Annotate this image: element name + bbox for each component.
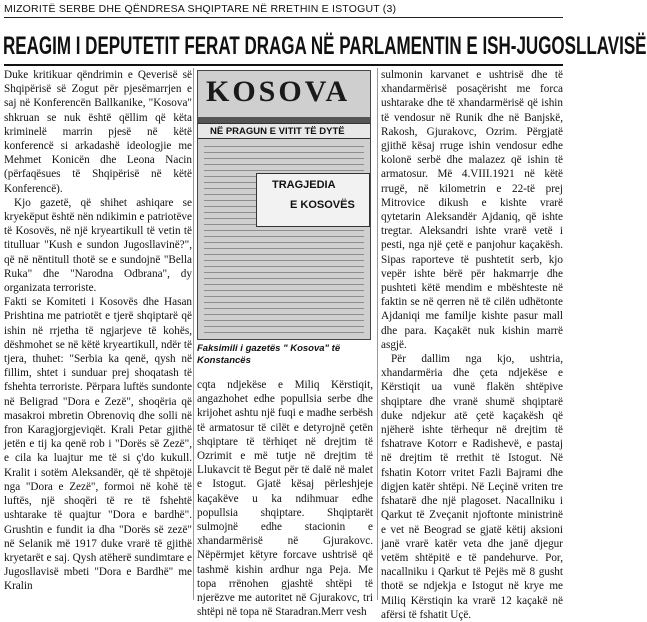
column-divider xyxy=(193,68,194,600)
paragraph: Fakti se Komiteti i Kosovës dhe Hasan Prishtina me patriotët e tjerë shqiptarë që ishin në rrjetha të ngjarjeve të kohës, dëshmohet se në këtë kryeartikull, ndër të tjera, thuhet: "Serbia ka qenë, qysh në fillim, shtet i sunduar prej shoqatash të fshehta terroriste. Përpara luftës sundonte në Beligrad "Dora e Zezë", shoqëria që masakroi mbretin Obrenoviq dhe solli në fron Karagjorgjeviqët. Krali Petar gjithë jetën e tij ka qenë rob i "Dorës së Zezë", e cila ka luajtur me të si ç'do kukull. Kralit i sotëm Aleksandër, që të shpëtojë nga "Dora e Zezë", formoi në kohë të luftës, një shoqëri të re të fshehtë ushtarake të quajtur "Dora e bardhë". Grushtin e fundit ia dha "Dorës së zezë" në Selanik më 1917 duke vrarë të gjithë kryetarët e saj. Qysh atëherë sundimtare e Jugosllavisë mbeti "Dora e Bardhë" me Kralin xyxy=(4,296,192,593)
kicker-divider xyxy=(4,17,563,18)
facsimile-text-lines xyxy=(204,143,364,333)
paragraph: Kjo gazetë, që shihet ashiqare se kryekëput është nën ndikimin e patriotëve të Kosovës, në një kryeartikull të vetin të titulluar "Kush e sundon Jugosllavinë?", që në nëntitull thotë se e sundojnë "Bella Ruka" dhe "Narodna Odbrana", dy organizata terroriste. xyxy=(4,196,192,295)
paragraph: Për dallim nga kjo, ushtria, xhandarmëria dhe çeta ndjekëse e Kërstiqit ua vunë flakën shtëpive shqiptare dhe vranë shumë shqiptarë duke ndjekur atë çetë kaçakësh që njëherë ishte tërhequr në drejtim të fshatrave Kotorr e Radishevë, e pastaj në drejtim të rrethit të Istogut. Në fshatin Kotorr vritet Fazli Bajrami dhe digjen katër shtëpi. Në Leçinë vriten tre fshatarë dhe një plagoset. Nacallniku i Qarkut të Zveçanit njoftonte ministrinë e vet në Beograd se gjatë këtij aksioni janë vrarë katër veta dhe janë djegur vetëm shtëpitë e të pandehurve. Por, nacallniku i Qarkut të Pejës më 8 gusht thotë se ndjekja e Istogut në krye me Miliq Kërstiqin ka vrarë 12 kaçakë në afërsi të fshatit Uçë. xyxy=(381,353,563,621)
article-column-2 xyxy=(197,378,373,619)
facsimile-headline-1: NË PRAGUN E VITIT TË DYTË xyxy=(210,126,345,137)
paragraph: cqta ndjekëse e Miliq Kërstiqit, angazhohet edhe popullsia serbe dhe krijohet ashtu një fuqi e madhe serbësh të armatosur të cilët e detyrojnë çetën shqiptare të tërhiqet në drejtim të Ozrimit e më tutje në drejtim të Llukavcit të Begut për të dalë në malet e Istogut. Gjatë kësaj përleshjeje kaçakëve u ka ndihmuar edhe popullsia shqiptare. Shqiptarët sulmojnë edhe stacionin e xhandarmërisë në Gjurakovc. Nëpërmjet këtyre forcave ushtrisë që tashmë kishin ardhur nga Peja. Me topa rrënohen gjashtë shtëpi të njerëzve me autoritet në Gjurakovc, tri shtëpi në topa në Staradran.Merr vesh xyxy=(197,379,373,619)
paragraph: Duke kritikuar qëndrimin e Qeverisë së Shqipërisë së Zogut për pjesëmarrjen e saj në Konferencën Ballkanike, "Kosova" shkruan se nuk është qëllim që këta kriminelë marrin pjesë në këtë konferencë si arkadashë ideologjie me Mehmet Konicën dhe Leona Nacin (përfaqësues të Shqipërisë në këtë Konferencë). xyxy=(4,69,192,195)
article-column-3 xyxy=(381,68,563,621)
facsimile-masthead: KOSOVA xyxy=(206,75,351,108)
article-column-1 xyxy=(4,68,192,600)
paragraph: sulmonin karvanet e ushtrisë dhe të xhandarmërisë posaçërisht me forca ushtarake dhe të xhandarmërisë që ishin të vendosur në Runik dhe në Banjskë, Rakosh, Gjurakovc, Ozrim. Përgjatë gjithë kësaj rruge ishin vendosur edhe kolonë serbë dhe malazez që ishin të armatosur. Më 4.VIII.1921 në këtë rrugë, në kilometrin e 22-të prej Mitrovice dikush e kishte vrarë qytetarin Aleksandër Ajdaniq, që ishte tregtar. Aleksandri ishte vrarë vetë i pesti, nga një çetë e panjohur kaçakësh. Sipas raporteve të pushtetit serb, kjo vepër ishte bërë për hakmarrje dhe pushteti këtë mendim e mbështeste në faktin se në qerren në të cilën udhëtonte Ajdaniqi me familje kishte pasur mall dhe para. Kaçakët nuk kishin marrë asgjë. xyxy=(381,69,563,351)
article-headline: REAGIM I DEPUTETIT FERAT DRAGA NË PARLAMENTIN E ISH-JUGOSLLAVISË xyxy=(3,32,647,60)
column-divider xyxy=(377,68,378,600)
headline-divider xyxy=(4,64,563,66)
newspaper-facsimile-image xyxy=(197,70,371,340)
photo-caption: Faksimili i gazetës " Kosova" të Konstancës xyxy=(197,343,341,366)
series-kicker: MIZORITË SERBE DHE QËNDRESA SHQIPTARE NË RRETHIN E ISTOGUT (3) xyxy=(4,3,397,15)
facsimile-headline-2: TRAGJEDIA xyxy=(272,179,336,191)
facsimile-headline-3: E KOSOVËS xyxy=(290,199,355,211)
